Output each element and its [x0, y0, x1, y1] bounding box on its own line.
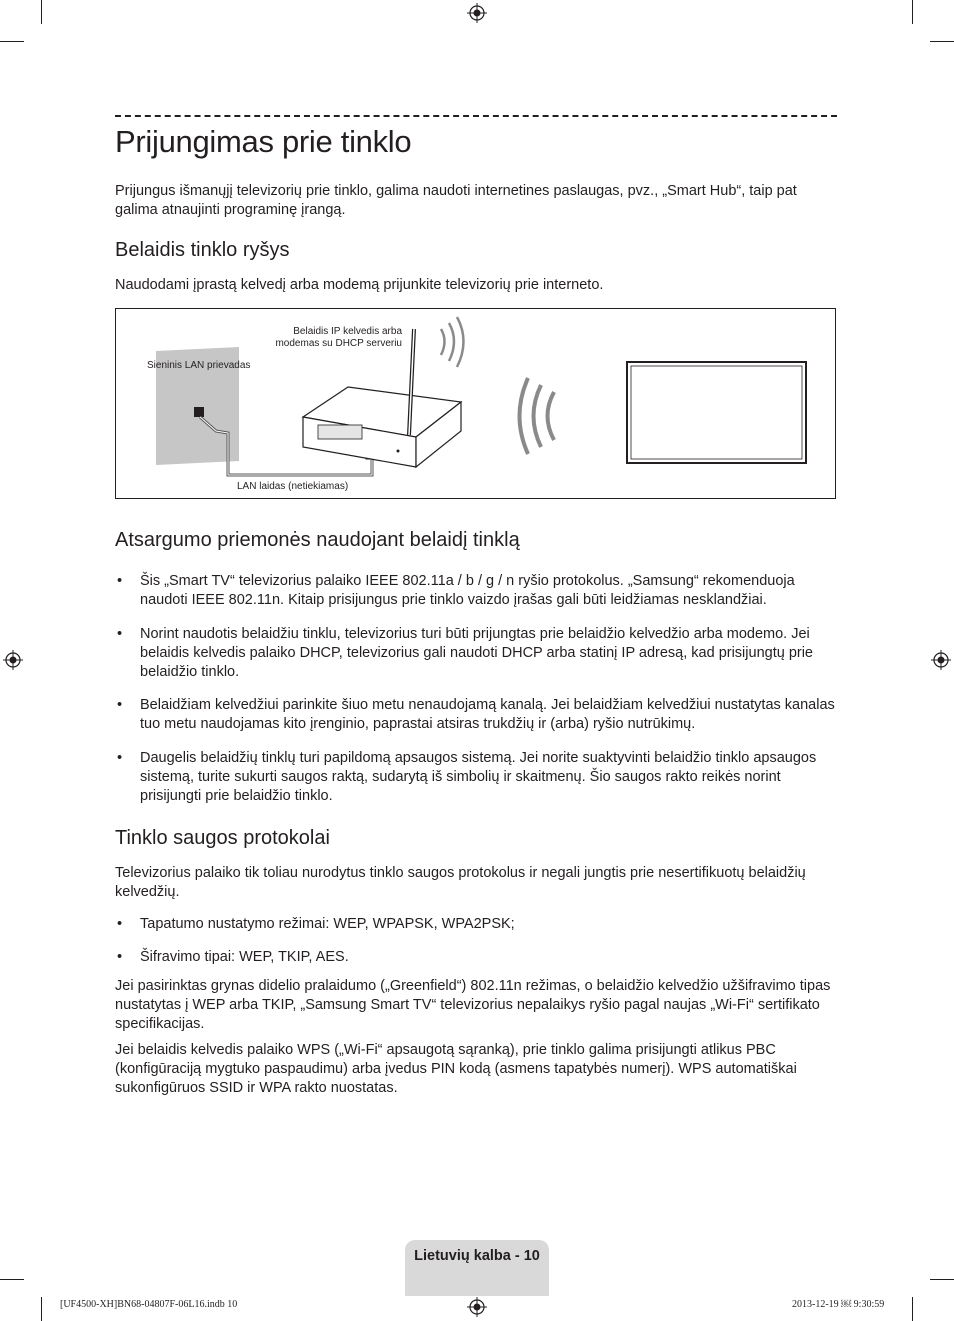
wall-port-label: Sieninis LAN prievadas — [147, 360, 251, 371]
page-number-tab — [405, 1240, 549, 1296]
wireless-paragraph: Naudodami įprastą kelvedį arba modemą prijunkite televizorių prie interneto. — [115, 277, 604, 293]
bullet-icon: • — [117, 573, 123, 589]
security-intro-paragraph: Televizorius palaiko tik toliau nurodytus tinklo saugos protokolus ir negali jungtis prie nesertifikuotų belaidžių kelvedžių. — [115, 865, 806, 900]
crop-mark — [41, 0, 42, 24]
title-dashed-rule — [115, 115, 837, 117]
section-heading-security: Tinklo saugos protokolai — [115, 827, 330, 849]
page-title: Prijungimas prie tinklo — [115, 124, 412, 159]
crop-mark — [0, 1279, 24, 1280]
list-item: • Tapatumo nustatymo režimai: WEP, WPAPSK, WPA2PSK; — [117, 916, 515, 932]
print-slug-right: 2013-12-19 ￼ 9:30:59 — [792, 1299, 885, 1310]
wifi-signal-icon — [520, 378, 555, 454]
list-item: • Norint naudotis belaidžiu tinklu, televizorius turi būti prijungtas prie belaidžio kelvedžio arba modemo. Jei belaidis kelvedis palaiko DHCP, televizorius gali naudoti DHCP arba statinį IP adresą, kad prisijungtų prie belaidžio tinklo. — [117, 626, 813, 680]
registration-mark-icon — [467, 1297, 487, 1317]
registration-mark-icon — [467, 3, 487, 23]
bullet-icon: • — [117, 626, 123, 642]
router-label: Belaidis IP kelvedis arba modemas su DHCP serveriu — [275, 326, 402, 349]
list-item: • Daugelis belaidžių tinklų turi papildomą apsaugos sistemą. Jei norite suaktyvinti belaidžio tinklo apsaugos sistemą, turite sukurti saugos raktą, sudarytą iš simbolių ir skaitmenų. Šio saugos rakto reikės norint prisijungti prie belaidžio tinklo. — [117, 750, 817, 804]
list-item: • Šifravimo tipai: WEP, TKIP, AES. — [117, 949, 349, 965]
tv-icon — [627, 362, 806, 463]
wps-paragraph: Jei belaidis kelvedis palaiko WPS („Wi-Fi“ apsaugotą sąranką), prie tinklo galima prisijungti atlikus PBC (konfigūraciją mygtuko paspaudimu) arba įvedus PIN kodą (asmens tapatybės numerį). WPS automatiškai sukonfigūruos SSID ir WPA rakto nuostatas. — [115, 1042, 797, 1096]
bullet-icon: • — [117, 750, 123, 766]
network-diagram-illustration — [116, 309, 835, 498]
page-number-label: Lietuvių kalba - 10 — [414, 1248, 540, 1264]
print-slug-left: [UF4500-XH]BN68-04807F-06L16.indb 10 — [60, 1299, 238, 1310]
cable-label: LAN laidas (netiekiamas) — [237, 481, 349, 492]
registration-mark-icon — [3, 650, 23, 670]
wall-lan-port-icon — [194, 407, 204, 417]
crop-mark — [0, 41, 24, 42]
registration-mark-icon — [931, 650, 951, 670]
crop-mark — [912, 0, 913, 24]
list-item: • Šis „Smart TV“ televizorius palaiko IEEE 802.11a / b / g / n ryšio protokolus. „Samsung“ rekomenduoja naudoti IEEE 802.11n. Kitaip prisijungus prie tinklo vaizdo įrašas gali būti leidžiamas nesklandžiai. — [117, 573, 795, 608]
crop-mark — [930, 41, 954, 42]
crop-mark — [41, 1297, 42, 1321]
crop-mark — [912, 1297, 913, 1321]
crop-mark — [930, 1279, 954, 1280]
intro-paragraph: Prijungus išmanųjį televizorių prie tinklo, galima naudoti internetines paslaugas, pvz., „Smart Hub“, taip pat galima atnaujinti programinę įrangą. — [115, 183, 797, 218]
bullet-icon: • — [117, 949, 123, 965]
router-signal-icon — [441, 317, 464, 367]
bullet-icon: • — [117, 697, 123, 713]
network-diagram — [115, 308, 836, 499]
bullet-icon: • — [117, 916, 123, 932]
section-heading-wireless: Belaidis tinklo ryšys — [115, 239, 290, 261]
list-item: • Belaidžiam kelvedžiui parinkite šiuo metu nenaudojamą kanalą. Jei belaidžiam kelvedžiui nustatytas kanalas tuo metu naudojamas kito įrenginio, paprastai atsiras trukdžių ir (arba) ryšio nutrūkimų. — [117, 697, 835, 732]
section-heading-precautions: Atsargumo priemonės naudojant belaidį tinklą — [115, 529, 520, 551]
greenfield-paragraph: Jei pasirinktas grynas didelio pralaidumo („Greenfield“) 802.11n režimas, o belaidžio kelvedžio užšifravimo tipas nustatytas į WEP arba TKIP, „Samsung Smart TV“ televizorius nepalaikys ryšio pagal naujas „Wi-Fi“ sertifikato specifikacijas. — [115, 978, 831, 1032]
